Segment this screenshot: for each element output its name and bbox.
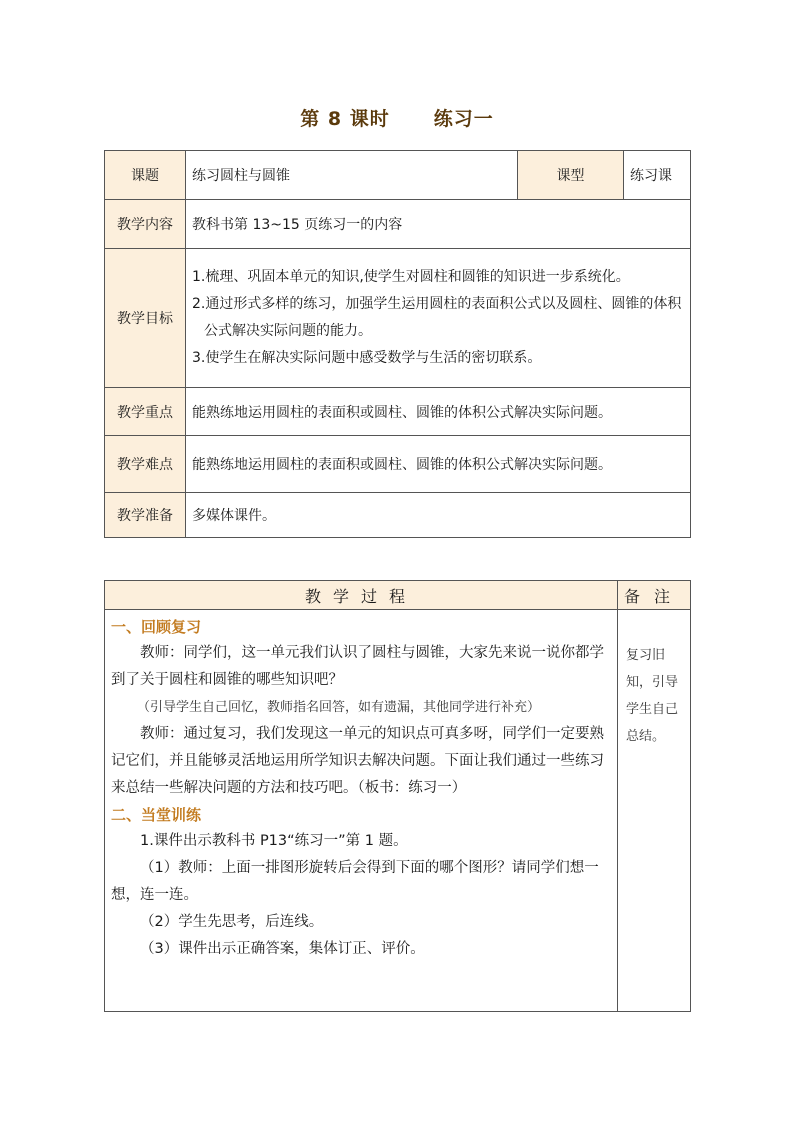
goals-label: 教学目标 (105, 249, 186, 388)
goal-item: 3.使学生在解决实际问题中感受数学与生活的密切联系。 (192, 350, 542, 366)
paragraph: （1）教师：上面一排图形旋转后会得到下面的哪个图形？请同学们想一想，连一连。 (111, 860, 599, 903)
lesson-number: 第 8 课时 (300, 108, 390, 130)
content-row (105, 200, 691, 249)
difficulty-row (105, 436, 691, 493)
paragraph: （2）学生先思考，后连线。 (140, 914, 324, 930)
process-header-row (105, 581, 691, 610)
goals-cell (186, 249, 691, 388)
goal-item: 2.通过形式多样的练习，加强学生运用圆柱的表面积公式以及圆柱、圆锥的体积公式解决实际问题的能力。 (192, 296, 682, 339)
topic-value: 练习圆柱与圆锥 (186, 151, 518, 200)
lesson-name: 练习一 (433, 108, 494, 130)
paragraph: 1.课件出示教科书 P13“练习一”第 1 题。 (140, 833, 408, 849)
key-value: 能熟练地运用圆柱的表面积或圆柱、圆锥的体积公式解决实际问题。 (186, 388, 691, 436)
prep-row (105, 493, 691, 538)
goals-row (105, 249, 691, 388)
paragraph: 教师：通过复习，我们发现这一单元的知识点可真多呀，同学们一定要熟记它们，并且能够灵活地运用所学知识去解决问题。下面让我们通过一些练习来总结一些解决问题的方法和技巧吧。（板书：练习一） (111, 726, 604, 796)
paragraph: 教师：同学们，这一单元我们认识了圆柱与圆锥，大家先来说一说你都学到了关于圆柱和圆锥的哪些知识吧？ (111, 645, 604, 688)
prep-value: 多媒体课件。 (186, 493, 691, 538)
section-review-heading: 一、回顾复习 (111, 618, 202, 636)
goal-item: 1.梳理、巩固本单元的知识,使学生对圆柱和圆锥的知识进一步系统化。 (192, 269, 630, 285)
side-note: 复习旧知，引导学生自己总结。 (618, 610, 691, 1012)
section-practice-heading: 二、当堂训练 (111, 806, 202, 824)
paragraph: （引导学生自己回忆，教师指名回答，如有遗漏，其他同学进行补充） (137, 700, 541, 715)
lesson-title (0, 104, 794, 131)
process-body-row (105, 610, 691, 1012)
paragraph: （3）课件出示正确答案，集体订正、评价。 (140, 941, 425, 957)
process-header: 教学过程 (105, 581, 618, 610)
prep-label: 教学准备 (105, 493, 186, 538)
topic-label: 课题 (105, 151, 186, 200)
key-label: 教学重点 (105, 388, 186, 436)
difficulty-label: 教学难点 (105, 436, 186, 493)
difficulty-value: 能熟练地运用圆柱的表面积或圆柱、圆锥的体积公式解决实际问题。 (186, 436, 691, 493)
type-value: 练习课 (624, 151, 691, 200)
topic-row (105, 151, 691, 200)
lesson-info-table (104, 150, 691, 538)
content-value: 教科书第 13~15 页练习一的内容 (186, 200, 691, 249)
teaching-process-table (104, 580, 691, 1012)
content-label: 教学内容 (105, 200, 186, 249)
type-label: 课型 (518, 151, 624, 200)
process-content (105, 610, 618, 1012)
notes-header: 备注 (618, 581, 691, 610)
key-row (105, 388, 691, 436)
goals-list (186, 264, 690, 372)
